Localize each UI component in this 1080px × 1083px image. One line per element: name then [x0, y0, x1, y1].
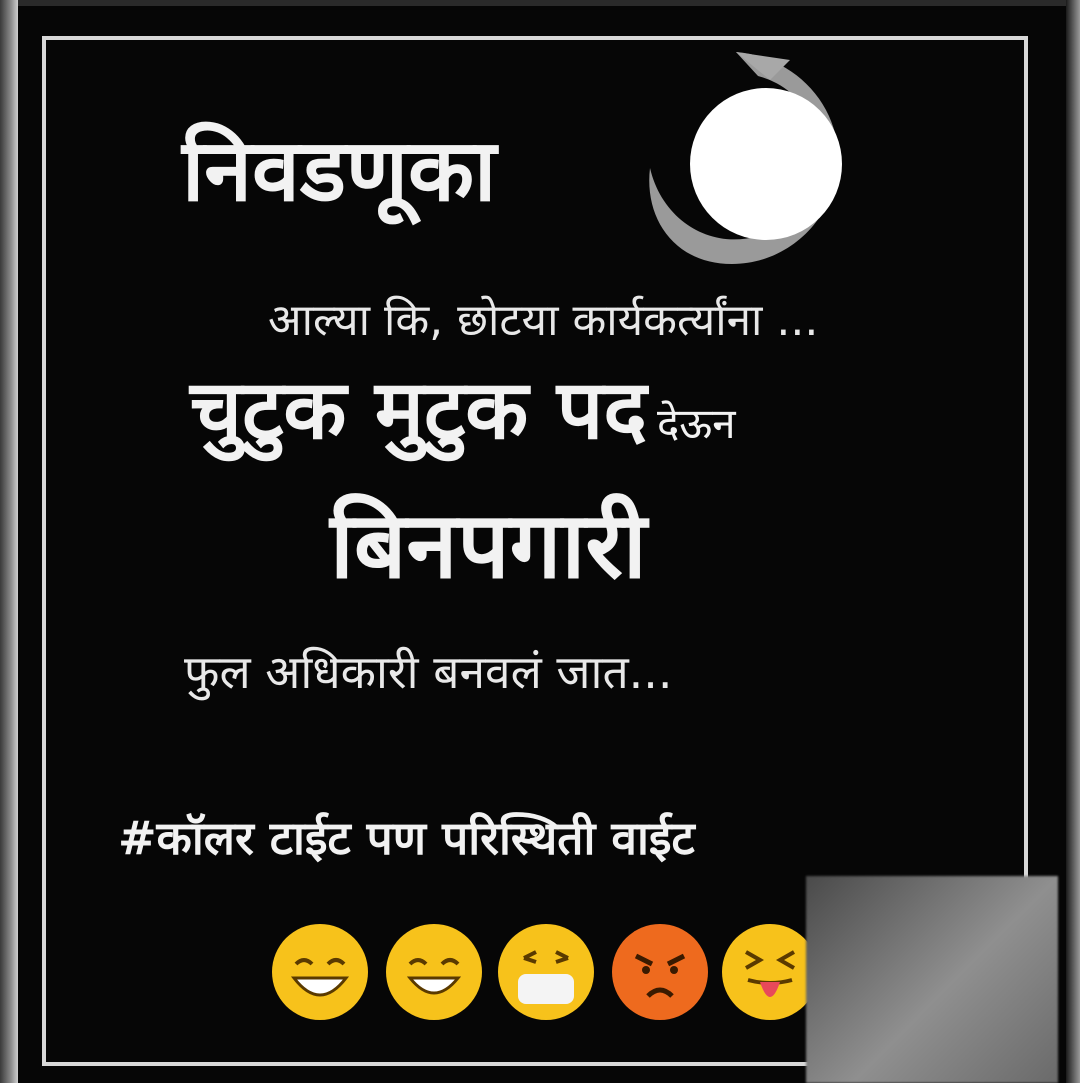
unpaid-line: बिनपगारी [330, 492, 647, 599]
right-edge [1066, 0, 1080, 1083]
subtitle-line: आल्या कि, छोटया कार्यकर्त्यांना ... [268, 295, 819, 346]
left-edge [0, 0, 18, 1083]
blurred-overlay [806, 876, 1058, 1083]
headline-main: चुटुक मुटुक पद [190, 363, 647, 458]
face-with-medical-mask-icon [496, 922, 596, 1022]
grinning-face-icon [270, 922, 370, 1022]
headline-small: देऊन [656, 399, 736, 448]
title: निवडणूका [182, 121, 497, 221]
speech-bubble-logo-icon [640, 40, 850, 270]
hashtag-line: #कॉलर टाईट पण परिस्थिती वाईट [118, 811, 695, 865]
angry-face-icon [610, 922, 710, 1022]
headline-line [190, 363, 736, 458]
beaming-face-icon [384, 922, 484, 1022]
officer-line: फुल अधिकारी बनवलं जात... [184, 645, 673, 699]
squinting-face-with-tongue-icon [720, 922, 820, 1022]
